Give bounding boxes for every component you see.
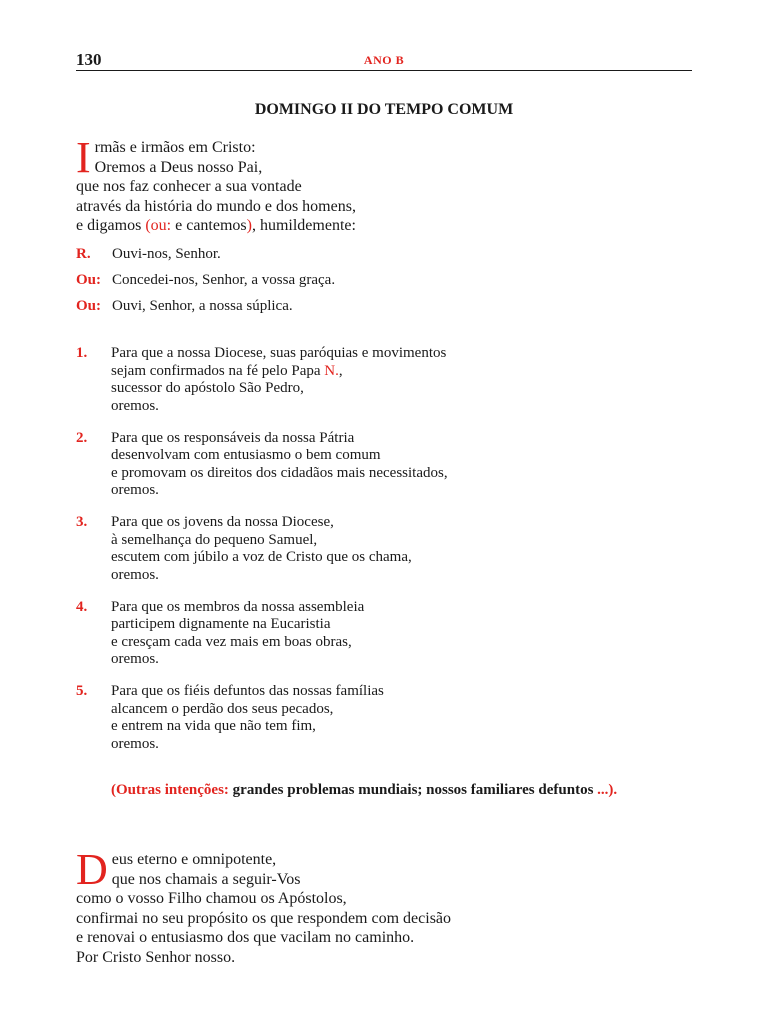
intention-text (111, 599, 696, 669)
intro-line-last (76, 216, 696, 236)
intention-item (76, 514, 696, 584)
intention-line: Para que a nossa Diocese, suas paróquias e movimentos (111, 345, 447, 361)
pope-name-placeholder: N. (324, 362, 339, 379)
intention-line: escutem com júbilo a voz de Cristo que os chama, (111, 549, 412, 565)
intention-text (111, 683, 696, 753)
response-text: Concedei-nos, Senhor, a vossa graça. (112, 272, 336, 288)
intro-paragraph (76, 133, 696, 236)
intro-text: e digamos (76, 217, 146, 234)
intention-number: 4. (76, 598, 88, 615)
intention-line (111, 363, 696, 381)
intention-text (111, 345, 696, 415)
response-row (76, 271, 696, 297)
intention-line: alcancem o perdão dos seus pecados, (111, 700, 334, 717)
page-number: 130 (76, 50, 102, 69)
intention-line: à semelhança do pequeno Samuel, (111, 531, 318, 548)
intention-line: Para que os membros da nossa assembleia (111, 598, 365, 615)
intention-line-text: sejam confirmados na fé pelo Papa (111, 362, 325, 379)
response-label: Ou: (76, 272, 102, 288)
intention-line: e promovam os direitos dos cidadãos mais necessitados, (111, 464, 448, 481)
intro-text: e cantemos (171, 217, 247, 234)
response-label: Ou: (76, 298, 102, 314)
responses (76, 245, 696, 323)
closing-line: como o vosso Filho chamou os Apóstolos, (76, 890, 347, 907)
intention-line: participem dignamente na Eucaristia (111, 616, 331, 632)
intro-line: rmãs e irmãos em Cristo: (94, 139, 256, 156)
intention-line: oremos. (111, 566, 159, 583)
response-row (76, 297, 696, 323)
intention-line-text: , (338, 362, 343, 379)
intention-item (76, 430, 696, 500)
intention-line: oremos. (111, 651, 159, 667)
intro-line: Oremos a Deus nosso Pai, (94, 158, 263, 176)
closing-line: eus eterno e omnipotente, (111, 851, 277, 868)
intention-item (76, 683, 696, 753)
intention-item (76, 599, 696, 669)
intentions-list (76, 345, 696, 768)
intention-line: sucessor do apóstolo São Pedro, (111, 380, 304, 396)
response-row (76, 245, 696, 271)
intention-line: e cresçam cada vez mais em boas obras, (111, 633, 352, 650)
intention-number: 3. (76, 514, 88, 530)
intention-text (111, 514, 696, 584)
response-text: Ouvi-nos, Senhor. (112, 246, 221, 262)
closing-line: Por Cristo Senhor nosso. (76, 948, 236, 966)
other-intentions-text: grandes problemas mundiais; nossos familiares defuntos (228, 782, 598, 798)
intention-text (111, 430, 696, 500)
closing-line: que nos chamais a seguir-Vos (111, 870, 301, 888)
page-title: DOMINGO II DO TEMPO COMUM (254, 101, 514, 118)
intro-line: através da história do mundo e dos homens, (76, 197, 356, 215)
intention-line: oremos. (111, 397, 159, 414)
intro-red-paren: ) (246, 217, 252, 234)
response-text: Ouvi, Senhor, a nossa súplica. (112, 298, 293, 314)
intention-line: desenvolvam com entusiasmo o bem comum (111, 447, 381, 463)
closing-line: confirmai no seu propósito os que respondem com decisão (76, 909, 452, 927)
other-intentions-label: (Outras intenções: (111, 782, 229, 798)
closing-line: e renovai o entusiasmo dos que vacilam no caminho. (76, 929, 415, 946)
closing-prayer (76, 845, 696, 967)
intention-item (76, 345, 696, 415)
intention-line: oremos. (111, 735, 159, 752)
header-rule (76, 70, 692, 71)
other-intentions-end: ...). (597, 782, 618, 798)
intention-line: Para que os fiéis defuntos das nossas famílias (111, 683, 384, 699)
intention-number: 1. (76, 345, 88, 361)
response-label: R. (76, 246, 91, 262)
running-header: ANO B (363, 53, 405, 67)
intention-line: Para que os responsáveis da nossa Pátria (111, 429, 355, 446)
intro-red-ou: (ou: (145, 217, 172, 234)
intro-text: , humildemente: (251, 217, 356, 234)
other-intentions-note (111, 782, 711, 799)
closing-dropcap: D (76, 845, 108, 894)
intro-dropcap: I (76, 133, 91, 182)
intention-line: Para que os jovens da nossa Diocese, (111, 514, 334, 530)
intention-line: e entrem na vida que não tem fim, (111, 718, 316, 734)
intention-line: oremos. (111, 482, 159, 498)
intention-number: 2. (76, 429, 88, 446)
intro-line: que nos faz conhecer a sua vontade (76, 178, 302, 195)
intention-number: 5. (76, 683, 88, 699)
